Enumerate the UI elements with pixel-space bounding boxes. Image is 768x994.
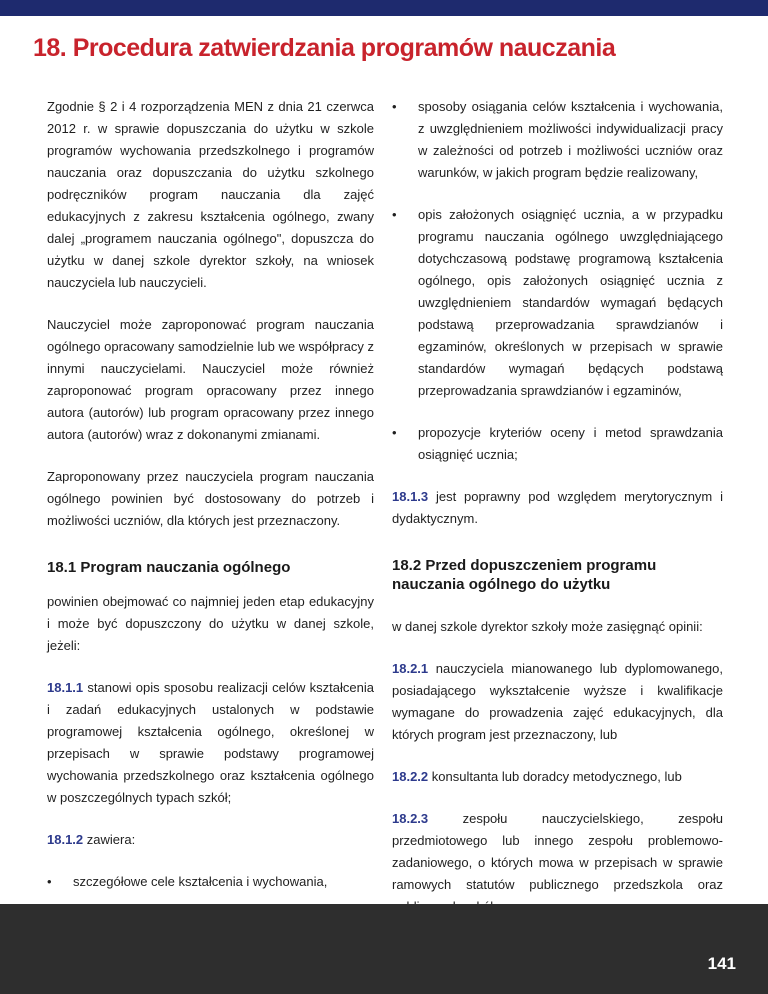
left-column <box>47 96 374 977</box>
paragraph: w danej szkole dyrektor szkoły może zasięgnąć opinii: <box>392 619 703 634</box>
page-title: 18. Procedura zatwierdzania programów nauczania <box>33 34 616 62</box>
bullet-icon: • <box>392 207 397 222</box>
item-text: zespołu nauczycielskiego, zespołu przedmiotowego lub innego zespołu problemowo-zadaniowego, o których mowa w przepisach w sprawie ramowych statutów publicznego przedszkola oraz <box>392 811 723 892</box>
numbered-item <box>47 677 374 809</box>
bullet-icon: • <box>392 425 397 440</box>
item-number: 18.2.3 <box>392 811 429 826</box>
right-column <box>392 96 723 938</box>
numbered-item <box>392 766 723 788</box>
item-text: stanowi opis sposobu realizacji celów kształcenia i zadań edukacyjnych ustalonych w podstawie programowej kształcenia ogólnego, określonej w przepisach w sprawie podstawy programowej wychowania przedszkolnego oraz kształcenia ogólnego w poszczególnych typach szkół; <box>47 680 374 805</box>
paragraph: Zgodnie § 2 i 4 rozporządzenia MEN z dnia 21 czerwca 2012 r. w sprawie dopuszczania do użytku w szkole programów wychowania przedszkolnego i programów nauczania oraz dopuszczania do użytku szkolnego podręczników program nauczania dla zajęć edukacyjnych z zakresu kształcenia ogólnego, zwany dalej „programem nauczania ogólnego", dopuszcza do użytku w danej szkole dyrektor szkoły, na wniosek nauczyciela lub nauczycieli. <box>47 99 374 290</box>
bullet-item <box>392 422 723 466</box>
item-number: 18.1.1 <box>47 680 84 695</box>
numbered-item <box>392 808 723 918</box>
bullet-icon: • <box>392 99 397 114</box>
item-number: 18.2.2 <box>392 769 429 784</box>
paragraph: Zaproponowany przez nauczyciela program nauczania ogólnego powinien być dostosowany do potrzeb i możliwości uczniów, dla których jest przeznaczony. <box>47 469 374 528</box>
item-text: zawiera: <box>83 832 136 847</box>
item-number: 18.2.1 <box>392 661 429 676</box>
bullet-text: sposoby osiągania celów kształcenia i wychowania, z uwzględnieniem możliwości indywidualizacji pracy w zależności od potrzeb i możliwości uczniów oraz warunków, w jakich program będzie realizowany, <box>418 99 723 180</box>
bullet-text: propozycje kryteriów oceny i metod sprawdzania osiągnięć ucznia; <box>418 425 723 462</box>
item-text: jest poprawny pod względem merytorycznym i dydaktycznym. <box>392 489 723 526</box>
numbered-item <box>47 829 374 851</box>
numbered-item <box>392 486 723 530</box>
paragraph: Nauczyciel może zaproponować program nauczania ogólnego opracowany samodzielnie lub we współpracy z innymi nauczycielami. Nauczyciel może również zaproponować program opracowany przez innego autora (autorów) lub program opracowany przez innego autora (autorów) wraz z dokonanymi zmianami. <box>47 317 374 442</box>
paragraph: powinien obejmować co najmniej jeden etap edukacyjny i może być dopuszczony do użytku w danej szkole, jeżeli: <box>47 594 374 653</box>
bullet-text: opis założonych osiągnięć ucznia, a w przypadku programu nauczania ogólnego uwzględniającego dotychczasową podstawę programową kształcenia ogólnego, opis założonych osiągnięć ucznia z uwzględnieniem standardów wymagań będących podstawą przeprowadzania sprawdzianów i egzaminów, określonych w przepisach w sprawie standardów wymagań będących podstawą przeprowadzania sprawdzianów i egzaminów, <box>418 207 723 398</box>
item-number: 18.1.2 <box>47 832 84 847</box>
numbered-item <box>392 658 723 746</box>
top-bar <box>0 0 768 16</box>
item-number: 18.1.3 <box>392 489 429 504</box>
section-heading: 18.1 Program nauczania ogólnego <box>47 559 291 576</box>
bullet-item <box>47 871 374 893</box>
item-text: nauczyciela mianowanego lub dyplomowanego, posiadającego wykształcenie wyższe i kwalifikacje wymagane do prowadzenia zajęć edukacyjnych, dla których program jest przeznaczony, lub <box>392 661 723 742</box>
bullet-text: szczegółowe cele kształcenia i wychowania, <box>73 874 328 889</box>
bullet-item <box>392 96 723 184</box>
page-number: 141 <box>707 954 736 973</box>
footer-bar <box>0 904 768 994</box>
section-heading: 18.2 Przed dopuszczeniem programu nauczania ogólnego do użytku <box>392 557 657 593</box>
bullet-icon: • <box>47 874 52 889</box>
bullet-item <box>392 204 723 402</box>
item-text: konsultanta lub doradcy metodycznego, lub <box>428 769 682 784</box>
